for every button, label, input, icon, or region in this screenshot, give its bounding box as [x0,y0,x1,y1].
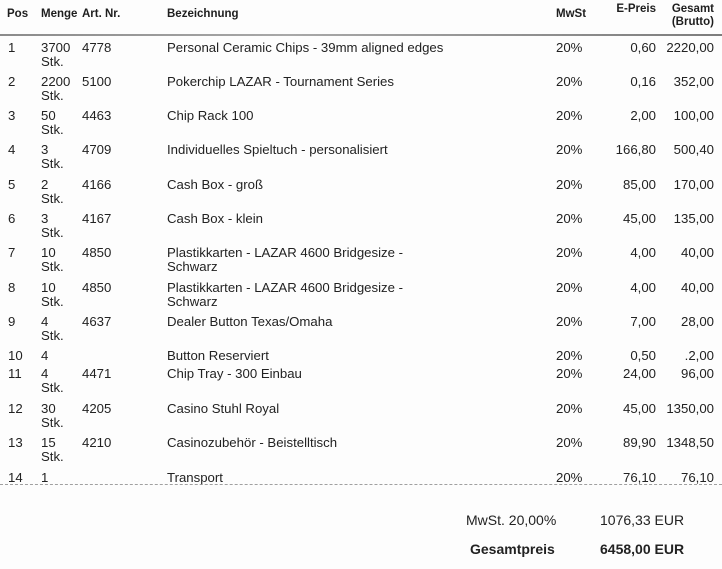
row-unit: Stk. [41,259,64,274]
total-label: Gesamtpreis [470,541,555,557]
row-vat: 20% [556,74,583,89]
row-article-number: 4709 [82,142,112,157]
row-unit-price: 0,50 [630,348,656,363]
row-article-number: 4205 [82,401,112,416]
vat-value: 1076,33 EUR [600,512,685,528]
row-quantity: 3 [41,211,49,226]
row-pos: 5 [8,177,16,192]
row-article-number: 4850 [82,280,112,295]
row-unit-price: 45,00 [622,401,656,416]
row-description: Casinozubehör - Beistelltisch [167,435,338,450]
row-unit-price: 76,10 [622,470,656,485]
column-header-e-preis: E-Preis [616,3,656,15]
row-vat: 20% [556,40,583,55]
row-quantity: 3 [41,142,49,157]
row-article-number: 4471 [82,366,112,381]
row-unit: Stk. [41,294,64,309]
row-total: 96,00 [680,366,714,381]
row-description: Pokerchip LAZAR - Tournament Series [167,74,394,89]
row-description-line2: Schwarz [167,294,218,309]
row-quantity: 15 [41,435,56,450]
row-total: 352,00 [673,74,714,89]
row-vat: 20% [556,435,583,450]
row-pos: 11 [8,366,22,381]
row-pos: 2 [8,74,16,89]
column-header-mwst: MwSt [556,8,587,20]
row-description: Personal Ceramic Chips - 39mm aligned edges [167,40,444,55]
row-quantity: 4 [41,348,49,363]
row-unit-price: 4,00 [630,245,656,260]
row-vat: 20% [556,142,583,157]
row-unit: Stk. [41,156,64,171]
row-article-number: 5100 [82,74,112,89]
row-total: .2,00 [684,348,714,363]
row-unit-price: 2,00 [630,108,656,123]
row-article-number: 4637 [82,314,112,329]
row-vat: 20% [556,245,583,260]
column-header-bezeichnung: Bezeichnung [167,8,239,20]
row-total: 40,00 [680,245,714,260]
row-total: 28,00 [680,314,714,329]
row-vat: 20% [556,108,583,123]
column-header-menge: Menge [41,8,78,20]
table-bottom-divider [0,484,722,486]
row-pos: 9 [8,314,16,329]
vat-label: MwSt. 20,00% [466,512,557,528]
row-description: Transport [167,470,223,485]
row-description: Plastikkarten - LAZAR 4600 Bridgesize - [167,280,404,295]
row-unit: Stk. [41,191,64,206]
row-description: Chip Rack 100 [167,108,254,123]
row-description: Button Reserviert [167,348,269,363]
row-unit-price: 7,00 [630,314,656,329]
row-quantity: 10 [41,245,56,260]
row-unit-price: 45,00 [622,211,656,226]
row-article-number: 4778 [82,40,112,55]
column-header-gesamt-line1: Gesamt [671,3,714,15]
row-unit-price: 166,80 [615,142,656,157]
row-total: 1350,00 [666,401,714,416]
row-description: Cash Box - groß [167,177,264,192]
row-article-number: 4210 [82,435,112,450]
row-unit: Stk. [41,449,64,464]
header-divider [0,34,722,36]
row-description: Plastikkarten - LAZAR 4600 Bridgesize - [167,245,404,260]
row-unit-price: 0,60 [630,40,656,55]
row-total: 76,10 [680,470,714,485]
row-quantity: 4 [41,366,49,381]
row-unit-price: 89,90 [622,435,656,450]
column-header-art-nr: Art. Nr. [82,8,121,20]
row-unit: Stk. [41,328,64,343]
row-article-number: 4167 [82,211,112,226]
row-pos: 7 [8,245,16,260]
row-unit: Stk. [41,54,64,69]
row-total: 1348,50 [666,435,714,450]
row-total: 135,00 [673,211,714,226]
row-unit-price: 24,00 [622,366,656,381]
row-unit: Stk. [41,415,64,430]
row-total: 2220,00 [666,40,714,55]
row-pos: 14 [8,470,23,485]
row-vat: 20% [556,401,583,416]
row-unit: Stk. [41,122,64,137]
row-total: 100,00 [673,108,714,123]
row-pos: 10 [8,348,23,363]
row-unit-price: 85,00 [622,177,656,192]
column-header-gesamt-line2: (Brutto) [671,16,714,28]
row-total: 40,00 [680,280,714,295]
row-quantity: 4 [41,314,49,329]
row-vat: 20% [556,366,583,381]
row-vat: 20% [556,348,583,363]
row-quantity: 2 [41,177,49,192]
row-total: 500,40 [673,142,714,157]
row-pos: 8 [8,280,16,295]
row-unit: Stk. [41,380,64,395]
row-quantity: 2200 [41,74,71,89]
row-vat: 20% [556,280,583,295]
row-vat: 20% [556,314,583,329]
row-description: Individuelles Spieltuch - personalisiert [167,142,388,157]
row-pos: 6 [8,211,16,226]
column-header-pos: Pos [7,8,29,20]
row-description-line2: Schwarz [167,259,218,274]
row-vat: 20% [556,177,583,192]
row-description: Cash Box - klein [167,211,264,226]
row-quantity: 3700 [41,40,71,55]
row-unit: Stk. [41,88,64,103]
row-description: Dealer Button Texas/Omaha [167,314,333,329]
column-header-gesamt [660,3,714,29]
row-quantity: 1 [41,470,49,485]
row-vat: 20% [556,470,583,485]
row-article-number: 4166 [82,177,112,192]
row-pos: 1 [8,40,16,55]
row-unit-price: 4,00 [630,280,656,295]
row-pos: 4 [8,142,16,157]
row-unit-price: 0,16 [630,74,656,89]
row-quantity: 50 [41,108,56,123]
row-total: 170,00 [673,177,714,192]
row-article-number: 4850 [82,245,112,260]
total-value: 6458,00 EUR [600,541,685,557]
row-pos: 12 [8,401,23,416]
row-article-number: 4463 [82,108,112,123]
row-pos: 13 [8,435,23,450]
row-description: Chip Tray - 300 Einbau [167,366,302,381]
row-vat: 20% [556,211,583,226]
row-description: Casino Stuhl Royal [167,401,280,416]
row-unit: Stk. [41,225,64,240]
row-quantity: 30 [41,401,56,416]
row-pos: 3 [8,108,16,123]
row-quantity: 10 [41,280,56,295]
